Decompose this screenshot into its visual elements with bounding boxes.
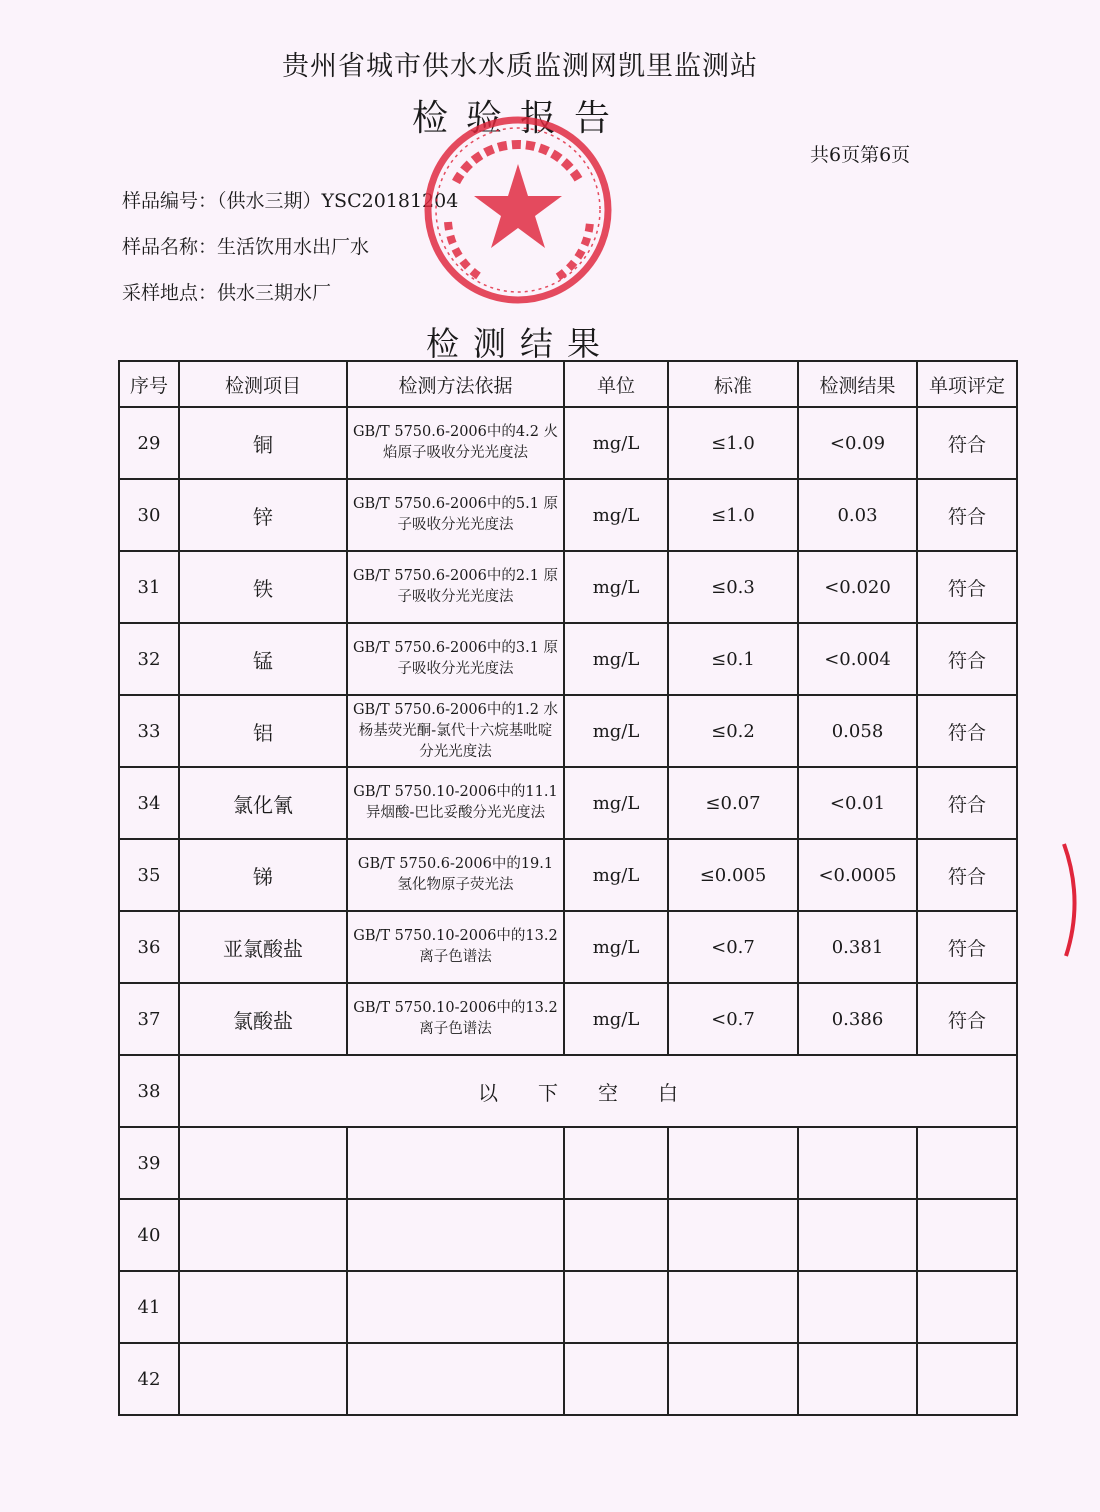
cell-method: GB/T 5750.6-2006中的4.2 火焰原子吸收分光光度法 — [347, 407, 564, 479]
empty-cell — [917, 1199, 1017, 1271]
table-row — [119, 983, 1017, 1055]
empty-cell — [179, 1343, 347, 1415]
cell-item: 氯化氰 — [179, 767, 347, 839]
table-header-row — [119, 361, 1017, 407]
cell-no: 42 — [119, 1343, 179, 1415]
cell-item: 锌 — [179, 479, 347, 551]
table-row — [119, 551, 1017, 623]
cell-item: 亚氯酸盐 — [179, 911, 347, 983]
empty-cell — [179, 1199, 347, 1271]
sampling-location-row — [122, 278, 331, 305]
sample-name-label: 样品名称： — [122, 236, 218, 258]
cell-no: 39 — [119, 1127, 179, 1199]
header-unit: 单位 — [564, 361, 668, 407]
empty-cell — [798, 1127, 917, 1199]
cell-unit: mg/L — [564, 767, 668, 839]
empty-cell — [564, 1127, 668, 1199]
cell-standard: <0.7 — [668, 911, 798, 983]
cell-unit: mg/L — [564, 983, 668, 1055]
cell-method: GB/T 5750.6-2006中的19.1 氢化物原子荧光法 — [347, 839, 564, 911]
header-standard: 标准 — [668, 361, 798, 407]
cell-standard: <0.7 — [668, 983, 798, 1055]
empty-row — [119, 1127, 1017, 1199]
empty-cell — [798, 1271, 917, 1343]
empty-cell — [917, 1127, 1017, 1199]
cell-unit: mg/L — [564, 407, 668, 479]
cell-result: <0.004 — [798, 623, 917, 695]
empty-cell — [179, 1271, 347, 1343]
report-title: 检验报告 — [411, 98, 628, 139]
empty-cell — [564, 1199, 668, 1271]
organization-title: 贵州省城市供水水质监测网凯里监测站 — [282, 51, 758, 82]
cell-unit: mg/L — [564, 839, 668, 911]
cell-evaluation: 符合 — [917, 767, 1017, 839]
cell-evaluation: 符合 — [917, 983, 1017, 1055]
cell-evaluation: 符合 — [917, 551, 1017, 623]
empty-cell — [347, 1199, 564, 1271]
cell-item: 氯酸盐 — [179, 983, 347, 1055]
sample-name-value: 生活饮用水出厂水 — [217, 236, 370, 258]
empty-cell — [668, 1127, 798, 1199]
results-table — [118, 360, 1018, 1416]
empty-cell — [179, 1127, 347, 1199]
cell-method: GB/T 5750.10-2006中的11.1 异烟酸-巴比妥酸分光光度法 — [347, 767, 564, 839]
cell-result: <0.09 — [798, 407, 917, 479]
header-evaluation: 单项评定 — [917, 361, 1017, 407]
cell-no: 40 — [119, 1199, 179, 1271]
cell-standard: ≤0.07 — [668, 767, 798, 839]
cell-unit: mg/L — [564, 479, 668, 551]
sample-number-label: 样品编号： — [122, 190, 218, 212]
cell-result: 0.03 — [798, 479, 917, 551]
empty-cell — [668, 1271, 798, 1343]
cell-method: GB/T 5750.10-2006中的13.2 离子色谱法 — [347, 911, 564, 983]
blank-note: 以下空白 — [179, 1055, 1017, 1127]
cell-no: 36 — [119, 911, 179, 983]
table-row — [119, 695, 1017, 767]
page-count: 共6页第6页 — [810, 144, 911, 166]
sampling-location-label: 采样地点： — [122, 282, 218, 304]
empty-cell — [347, 1127, 564, 1199]
sample-name-row — [122, 232, 369, 259]
official-seal-icon — [420, 112, 616, 308]
cell-result: <0.01 — [798, 767, 917, 839]
cell-item: 锑 — [179, 839, 347, 911]
cell-no: 31 — [119, 551, 179, 623]
cell-no: 29 — [119, 407, 179, 479]
cell-standard: ≤0.3 — [668, 551, 798, 623]
empty-cell — [917, 1271, 1017, 1343]
cell-evaluation: 符合 — [917, 407, 1017, 479]
cell-standard: ≤0.1 — [668, 623, 798, 695]
cell-no: 35 — [119, 839, 179, 911]
cell-evaluation: 符合 — [917, 623, 1017, 695]
cell-item: 铁 — [179, 551, 347, 623]
cell-result: 0.386 — [798, 983, 917, 1055]
cell-unit: mg/L — [564, 911, 668, 983]
table-row — [119, 767, 1017, 839]
sampling-location-value: 供水三期水厂 — [217, 282, 332, 304]
cell-item: 铝 — [179, 695, 347, 767]
sample-number-row — [122, 186, 458, 213]
cell-result: <0.020 — [798, 551, 917, 623]
cell-unit: mg/L — [564, 695, 668, 767]
cell-result: <0.0005 — [798, 839, 917, 911]
blank-note-row — [119, 1055, 1017, 1127]
cell-item: 锰 — [179, 623, 347, 695]
cell-no: 37 — [119, 983, 179, 1055]
empty-row — [119, 1271, 1017, 1343]
header-method: 检测方法依据 — [347, 361, 564, 407]
cell-evaluation: 符合 — [917, 695, 1017, 767]
cell-method: GB/T 5750.6-2006中的1.2 水杨基荧光酮-氯代十六烷基吡啶分光光度法 — [347, 695, 564, 767]
cell-no: 33 — [119, 695, 179, 767]
sample-number-value: （供水三期）YSC20181204 — [217, 190, 459, 212]
header-no: 序号 — [119, 361, 179, 407]
table-row — [119, 479, 1017, 551]
table-row — [119, 407, 1017, 479]
cell-method: GB/T 5750.6-2006中的2.1 原子吸收分光光度法 — [347, 551, 564, 623]
cell-no: 38 — [119, 1055, 179, 1127]
empty-cell — [917, 1343, 1017, 1415]
empty-cell — [668, 1343, 798, 1415]
empty-cell — [798, 1199, 917, 1271]
table-row — [119, 911, 1017, 983]
empty-cell — [798, 1343, 917, 1415]
empty-cell — [564, 1271, 668, 1343]
cell-evaluation: 符合 — [917, 479, 1017, 551]
cell-item: 铜 — [179, 407, 347, 479]
header-item: 检测项目 — [179, 361, 347, 407]
cell-method: GB/T 5750.6-2006中的5.1 原子吸收分光光度法 — [347, 479, 564, 551]
empty-cell — [347, 1271, 564, 1343]
cell-no: 41 — [119, 1271, 179, 1343]
cell-result: 0.381 — [798, 911, 917, 983]
cell-no: 32 — [119, 623, 179, 695]
cell-unit: mg/L — [564, 623, 668, 695]
cell-standard: ≤1.0 — [668, 407, 798, 479]
cell-evaluation: 符合 — [917, 839, 1017, 911]
table-row — [119, 839, 1017, 911]
empty-cell — [668, 1199, 798, 1271]
cell-evaluation: 符合 — [917, 911, 1017, 983]
cell-no: 30 — [119, 479, 179, 551]
cell-no: 34 — [119, 767, 179, 839]
empty-cell — [564, 1343, 668, 1415]
cell-method: GB/T 5750.10-2006中的13.2 离子色谱法 — [347, 983, 564, 1055]
cell-standard: ≤0.2 — [668, 695, 798, 767]
empty-row — [119, 1343, 1017, 1415]
empty-row — [119, 1199, 1017, 1271]
cell-result: 0.058 — [798, 695, 917, 767]
header-result: 检测结果 — [798, 361, 917, 407]
cell-standard: ≤1.0 — [668, 479, 798, 551]
cell-method: GB/T 5750.6-2006中的3.1 原子吸收分光光度法 — [347, 623, 564, 695]
empty-cell — [347, 1343, 564, 1415]
cell-unit: mg/L — [564, 551, 668, 623]
table-row — [119, 623, 1017, 695]
margin-seal-fragment-icon — [1058, 840, 1088, 960]
results-title: 检测结果 — [426, 324, 614, 363]
cell-standard: ≤0.005 — [668, 839, 798, 911]
